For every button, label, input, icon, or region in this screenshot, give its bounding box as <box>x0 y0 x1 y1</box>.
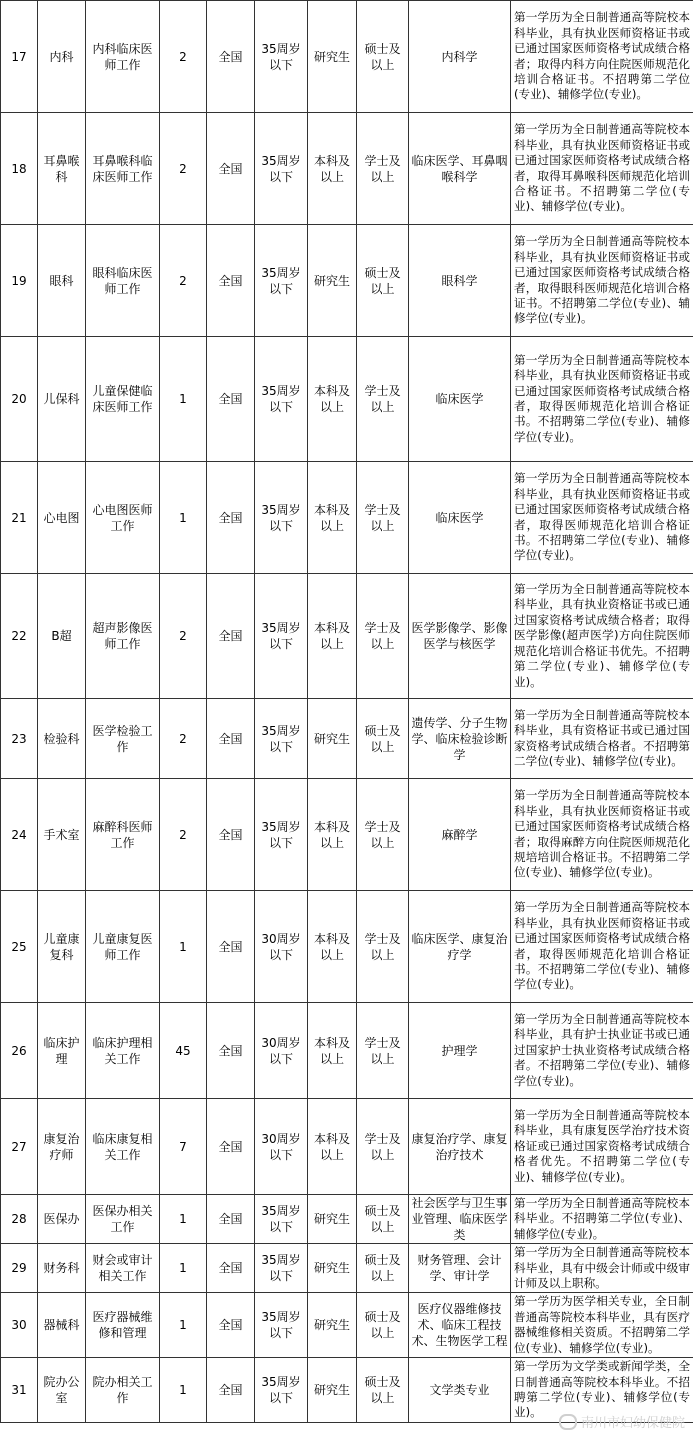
cell-post: 心电图医师工作 <box>86 462 160 574</box>
cell-degree: 学士及以上 <box>357 891 409 1003</box>
cell-area: 全国 <box>207 1358 255 1423</box>
cell-dept: 心电图 <box>38 462 86 574</box>
cell-age: 35周岁以下 <box>255 699 308 779</box>
cell-no: 25 <box>1 891 38 1003</box>
cell-no: 20 <box>1 337 38 462</box>
cell-req: 第一学历为全日制普通高等院校本科毕业，具有执业医师资格证书或已通过国家医师资格考试成绩合格者，取得医师规范化培训合格证书。不招聘第二学位(专业)、辅修学位(专业)。 <box>511 891 693 1003</box>
table-row <box>1 1195 693 1244</box>
cell-major: 医学影像学、影像医学与核医学 <box>409 574 511 699</box>
cell-dept: 临床护理 <box>38 1003 86 1099</box>
cell-no: 23 <box>1 699 38 779</box>
cell-post: 眼科临床医师工作 <box>86 225 160 337</box>
table-row <box>1 1358 693 1423</box>
cell-req: 第一学历为全日制普通高等院校本科毕业，具有执业医师资格证书或已通过国家医师资格考试成绩合格者，取得医师规范化培训合格证书。不招聘第二学位(专业)、辅修学位(专业)。 <box>511 337 693 462</box>
cell-major: 临床医学、耳鼻咽喉科学 <box>409 113 511 225</box>
cell-degree: 硕士及以上 <box>357 1293 409 1358</box>
cell-no: 26 <box>1 1003 38 1099</box>
cell-num: 45 <box>160 1003 207 1099</box>
cell-dept: 检验科 <box>38 699 86 779</box>
cell-edu: 本科及以上 <box>308 1003 357 1099</box>
cell-num: 1 <box>160 1195 207 1244</box>
cell-area: 全国 <box>207 1293 255 1358</box>
cell-age: 35周岁以下 <box>255 1293 308 1358</box>
cell-num: 2 <box>160 225 207 337</box>
cell-post: 耳鼻喉科临床医师工作 <box>86 113 160 225</box>
cell-post: 儿童保健临床医师工作 <box>86 337 160 462</box>
cell-area: 全国 <box>207 891 255 1003</box>
cell-dept: 院办公室 <box>38 1358 86 1423</box>
cell-num: 2 <box>160 779 207 891</box>
cell-major: 财务管理、会计学、审计学 <box>409 1244 511 1293</box>
cell-req: 第一学历为全日制普通高等院校本科毕业，具有执业资格证书或已通过国家资格考试成绩合格者；取得医学影像(超声医学)方向住院医师规范化培训合格证书优先。不招聘第二学位(专业)、辅修学位(专业)。 <box>511 574 693 699</box>
cell-area: 全国 <box>207 462 255 574</box>
cell-major: 护理学 <box>409 1003 511 1099</box>
cell-degree: 学士及以上 <box>357 1099 409 1195</box>
cell-major: 临床医学 <box>409 462 511 574</box>
cell-dept: 儿童康复科 <box>38 891 86 1003</box>
cell-dept: 内科 <box>38 1 86 113</box>
cell-dept: 手术室 <box>38 779 86 891</box>
cell-post: 儿童康复医师工作 <box>86 891 160 1003</box>
cell-edu: 本科及以上 <box>308 574 357 699</box>
cell-post: 内科临床医师工作 <box>86 1 160 113</box>
cell-req: 第一学历为全日制普通高等院校本科毕业，具有执业医师资格证书或已通过国家医师资格考试成绩合格者，取得医师规范化培训合格证书。不招聘第二学位(专业)、辅修学位(专业)。 <box>511 462 693 574</box>
cell-no: 22 <box>1 574 38 699</box>
cell-edu: 本科及以上 <box>308 779 357 891</box>
cell-degree: 学士及以上 <box>357 113 409 225</box>
cell-dept: 财务科 <box>38 1244 86 1293</box>
cell-no: 27 <box>1 1099 38 1195</box>
cell-area: 全国 <box>207 113 255 225</box>
cell-post: 超声影像医师工作 <box>86 574 160 699</box>
table-row <box>1 1 693 113</box>
table-row <box>1 574 693 699</box>
cell-edu: 研究生 <box>308 1244 357 1293</box>
cell-num: 1 <box>160 1358 207 1423</box>
cell-no: 21 <box>1 462 38 574</box>
cell-degree: 硕士及以上 <box>357 1358 409 1423</box>
cell-area: 全国 <box>207 1244 255 1293</box>
cell-edu: 本科及以上 <box>308 1099 357 1195</box>
cell-req: 第一学历为全日制普通高等院校本科毕业，具有执业医师资格证书或已通过国家医师资格考试成绩合格者，取得耳鼻喉科医师规范化培训合格证书。不招聘第二学位(专业)、辅修学位(专业)。 <box>511 113 693 225</box>
cell-age: 35周岁以下 <box>255 462 308 574</box>
cell-age: 35周岁以下 <box>255 225 308 337</box>
cell-post: 财会或审计相关工作 <box>86 1244 160 1293</box>
table-row <box>1 699 693 779</box>
cell-edu: 研究生 <box>308 699 357 779</box>
cell-major: 临床医学、康复治疗学 <box>409 891 511 1003</box>
cell-dept: 儿保科 <box>38 337 86 462</box>
cell-major: 内科学 <box>409 1 511 113</box>
cell-area: 全国 <box>207 1003 255 1099</box>
cell-post: 院办相关工作 <box>86 1358 160 1423</box>
cell-degree: 学士及以上 <box>357 462 409 574</box>
cell-num: 2 <box>160 699 207 779</box>
cell-edu: 本科及以上 <box>308 891 357 1003</box>
cell-edu: 本科及以上 <box>308 113 357 225</box>
cell-num: 2 <box>160 574 207 699</box>
cell-no: 17 <box>1 1 38 113</box>
cell-major: 康复治疗学、康复治疗技术 <box>409 1099 511 1195</box>
table-row <box>1 1099 693 1195</box>
cell-area: 全国 <box>207 1099 255 1195</box>
cell-age: 35周岁以下 <box>255 113 308 225</box>
cell-no: 24 <box>1 779 38 891</box>
cell-no: 19 <box>1 225 38 337</box>
cell-dept: 器械科 <box>38 1293 86 1358</box>
cell-req: 第一学历为全日制普通高等院校本科毕业，具有资格证书或已通过国家资格考试成绩合格者。不招聘第二学位(专业)、辅修学位(专业)。 <box>511 699 693 779</box>
cell-major: 眼科学 <box>409 225 511 337</box>
cell-age: 30周岁以下 <box>255 891 308 1003</box>
cell-req: 第一学历为全日制普通高等院校本科毕业，具有执业医师资格证书或已通过国家医师资格考试成绩合格者；取得麻醉方向住院医师规范化规培培训合格证书。不招聘第二学位(专业)、辅修学位(专业)。 <box>511 779 693 891</box>
table-row <box>1 462 693 574</box>
cell-num: 1 <box>160 1244 207 1293</box>
cell-no: 30 <box>1 1293 38 1358</box>
watermark-text: 南川市妇幼保健院 <box>580 1416 685 1431</box>
cell-num: 2 <box>160 113 207 225</box>
cell-req: 第一学历为全日制普通高等院校本科毕业。不招聘第二学位(专业)、辅修学位(专业)。 <box>511 1195 693 1244</box>
cell-degree: 硕士及以上 <box>357 1 409 113</box>
cell-no: 18 <box>1 113 38 225</box>
cell-req: 第一学历为文学类或新闻学类，全日制普通高等院校本科毕业。不招聘第二学位(专业)、辅修学位(专业)。 <box>511 1358 693 1423</box>
cell-age: 35周岁以下 <box>255 1195 308 1244</box>
cell-edu: 研究生 <box>308 1358 357 1423</box>
cell-dept: B超 <box>38 574 86 699</box>
cell-post: 临床护理相关工作 <box>86 1003 160 1099</box>
cell-no: 31 <box>1 1358 38 1423</box>
cell-area: 全国 <box>207 1195 255 1244</box>
cell-post: 医保办相关工作 <box>86 1195 160 1244</box>
cell-major: 麻醉学 <box>409 779 511 891</box>
table-row <box>1 337 693 462</box>
table-row <box>1 1003 693 1099</box>
cell-area: 全国 <box>207 779 255 891</box>
table-row <box>1 113 693 225</box>
cell-post: 医疗器械维修和管理 <box>86 1293 160 1358</box>
cell-area: 全国 <box>207 1 255 113</box>
cell-degree: 学士及以上 <box>357 779 409 891</box>
cell-edu: 本科及以上 <box>308 337 357 462</box>
cell-req: 第一学历为全日制普通高等院校本科毕业，具有执业医师资格证书或已通过国家医师资格考试成绩合格者，取得眼科医师规范化培训合格证书。不招聘第二学位(专业)、辅修学位(专业)。 <box>511 225 693 337</box>
cell-area: 全国 <box>207 225 255 337</box>
cell-no: 29 <box>1 1244 38 1293</box>
table-row <box>1 1293 693 1358</box>
cell-req: 第一学历为全日制普通高等院校本科毕业，具有护士执业证书或已通过国家护士执业资格考试成绩合格者。不招聘第二学位(专业)、辅修学位(专业)。 <box>511 1003 693 1099</box>
cell-num: 1 <box>160 1293 207 1358</box>
cell-num: 1 <box>160 337 207 462</box>
cell-num: 2 <box>160 1 207 113</box>
cell-degree: 硕士及以上 <box>357 1244 409 1293</box>
cell-age: 35周岁以下 <box>255 1358 308 1423</box>
cell-area: 全国 <box>207 337 255 462</box>
cell-num: 7 <box>160 1099 207 1195</box>
cell-req: 第一学历为医学相关专业，全日制普通高等院校本科毕业，具有医疗器械维修相关资质。不招聘第二学位(专业)、辅修学位(专业)。 <box>511 1293 693 1358</box>
cell-post: 临床康复相关工作 <box>86 1099 160 1195</box>
cell-degree: 学士及以上 <box>357 337 409 462</box>
cell-age: 30周岁以下 <box>255 1099 308 1195</box>
cell-major: 医疗仪器维修技术、临床工程技术、生物医学工程 <box>409 1293 511 1358</box>
cell-degree: 学士及以上 <box>357 1003 409 1099</box>
cell-dept: 康复治疗师 <box>38 1099 86 1195</box>
cell-age: 35周岁以下 <box>255 1 308 113</box>
cell-edu: 研究生 <box>308 225 357 337</box>
cell-post: 麻醉科医师工作 <box>86 779 160 891</box>
cell-degree: 硕士及以上 <box>357 699 409 779</box>
table-row <box>1 779 693 891</box>
cell-major: 临床医学 <box>409 337 511 462</box>
cell-req: 第一学历为全日制普通高等院校本科毕业，具有中级会计师或中级审计师及以上职称。 <box>511 1244 693 1293</box>
cell-dept: 医保办 <box>38 1195 86 1244</box>
cell-degree: 硕士及以上 <box>357 225 409 337</box>
cell-req: 第一学历为全日制普通高等院校本科毕业，具有康复医学治疗技术资格证或已通过国家资格考试成绩合格者优先。不招聘第二学位(专业)、辅修学位(专业)。 <box>511 1099 693 1195</box>
table-row <box>1 1244 693 1293</box>
cell-num: 1 <box>160 462 207 574</box>
cell-degree: 学士及以上 <box>357 574 409 699</box>
cell-num: 1 <box>160 891 207 1003</box>
cell-major: 遗传学、分子生物学、临床检验诊断学 <box>409 699 511 779</box>
cell-age: 30周岁以下 <box>255 1003 308 1099</box>
cell-area: 全国 <box>207 574 255 699</box>
cell-age: 35周岁以下 <box>255 337 308 462</box>
cell-age: 35周岁以下 <box>255 1244 308 1293</box>
cell-major: 社会医学与卫生事业管理、临床医学类 <box>409 1195 511 1244</box>
cell-edu: 研究生 <box>308 1293 357 1358</box>
cell-edu: 研究生 <box>308 1195 357 1244</box>
cell-no: 28 <box>1 1195 38 1244</box>
cell-post: 医学检验工作 <box>86 699 160 779</box>
cell-major: 文学类专业 <box>409 1358 511 1423</box>
table-row <box>1 225 693 337</box>
cell-req: 第一学历为全日制普通高等院校本科毕业，具有执业医师资格证书或已通过国家医师资格考试成绩合格者；取得内科方向住院医师规范化培训合格证书。不招聘第二学位(专业)、辅修学位(专业)。 <box>511 1 693 113</box>
cell-area: 全国 <box>207 699 255 779</box>
cell-age: 35周岁以下 <box>255 779 308 891</box>
table-row <box>1 891 693 1003</box>
cell-dept: 眼科 <box>38 225 86 337</box>
cell-degree: 硕士及以上 <box>357 1195 409 1244</box>
cell-edu: 研究生 <box>308 1 357 113</box>
cell-edu: 本科及以上 <box>308 462 357 574</box>
cell-dept: 耳鼻喉科 <box>38 113 86 225</box>
cell-age: 35周岁以下 <box>255 574 308 699</box>
